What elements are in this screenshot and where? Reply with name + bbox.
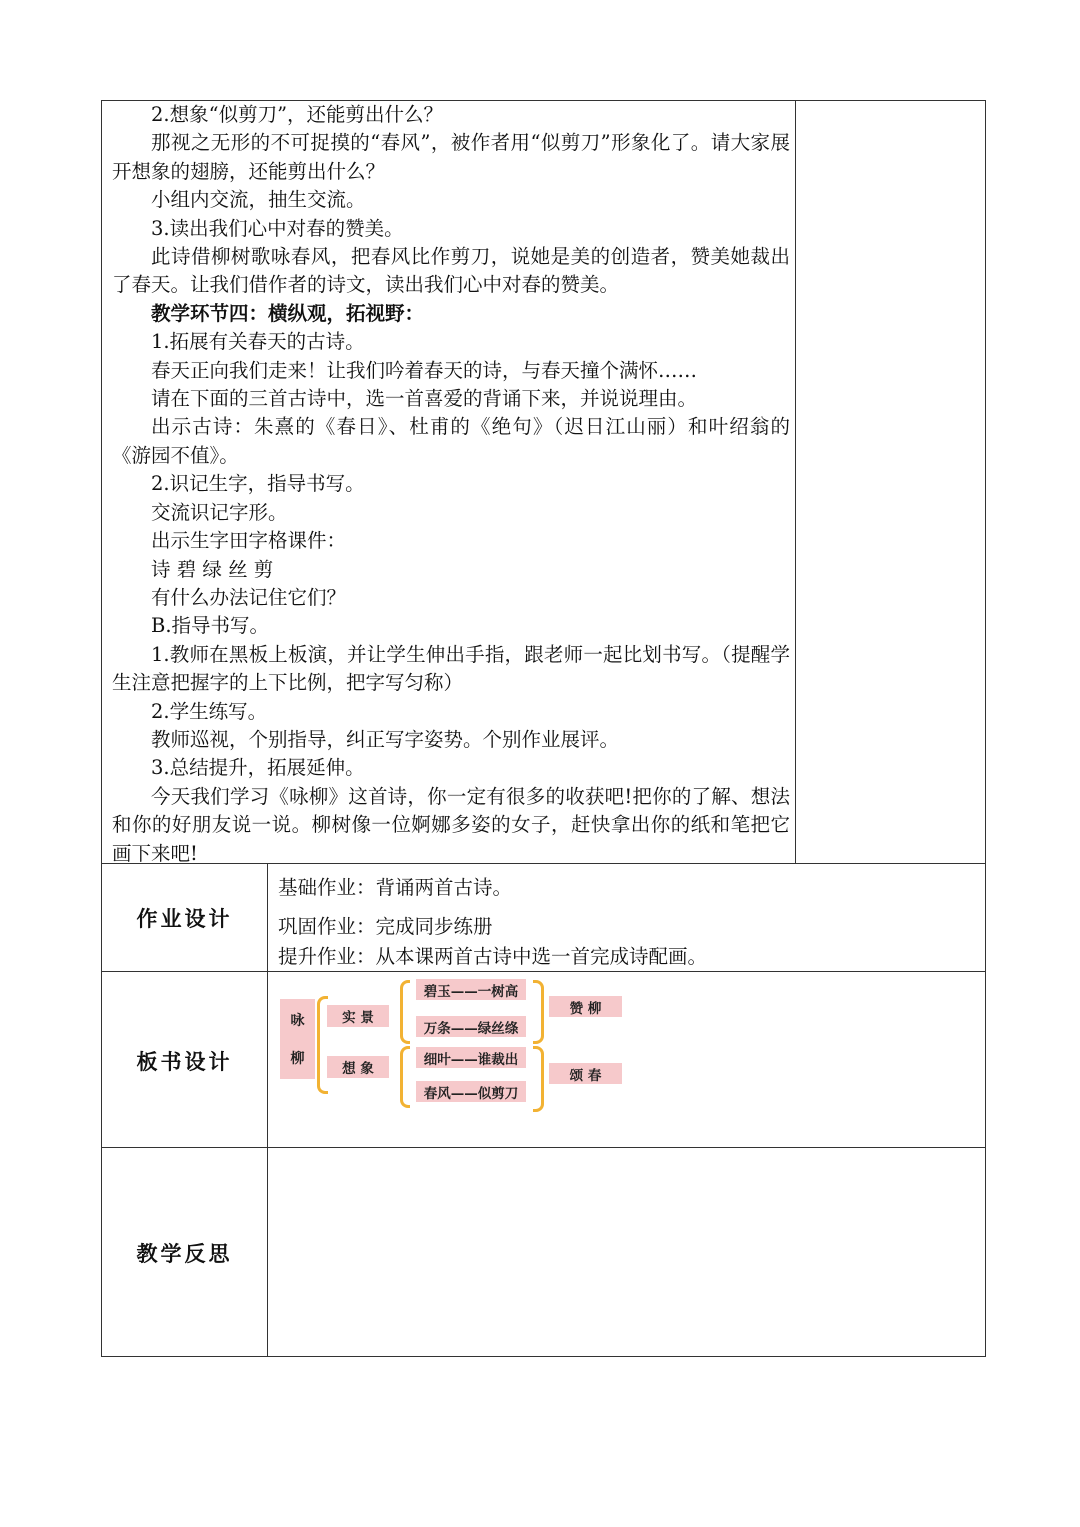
branch-imagination: 想 象: [327, 1056, 389, 1078]
leaf-1: 碧玉——一树高: [416, 979, 526, 1000]
lesson-paragraph: B.指导书写。: [151, 614, 270, 638]
board-title-pill: [280, 999, 315, 1079]
lesson-paragraph: 2.识记生字，指导书写。: [151, 472, 365, 496]
brace-right-2: [533, 1046, 544, 1112]
result-praise-spring: 颂 春: [549, 1063, 622, 1084]
lesson-paragraph: 有什么办法记住它们？: [151, 585, 347, 609]
lesson-paragraph: 3.总结提升，拓展延伸。: [151, 756, 365, 780]
board-label: 板书设计: [136, 1049, 233, 1074]
lesson-paragraph: 交流识记字形。: [151, 500, 288, 524]
lesson-paragraph: 请在下面的三首古诗中，选一首喜爱的背诵下来，并说说理由。: [151, 387, 698, 411]
lesson-paragraph: 教学环节四：横纵观，拓视野：: [151, 301, 425, 325]
result-praise-willow: 赞 柳: [549, 996, 622, 1017]
lesson-paragraph: 教师巡视，个别指导，纠正写字姿势。个别作业展评。: [151, 727, 620, 751]
right-column-divider: [795, 100, 796, 863]
leaf-3: 细叶——谁裁出: [416, 1047, 526, 1068]
brace-imagination: [400, 1046, 410, 1108]
homework-advanced: 提升作业：从本课两首古诗中选一首完成诗配画。: [278, 945, 708, 968]
leaf-4: 春风——似剪刀: [416, 1081, 526, 1102]
homework-label: 作业设计: [136, 906, 233, 931]
lesson-paragraph: 小组内交流，抽生交流。: [151, 188, 366, 212]
lesson-paragraph: 2.学生练写。: [151, 699, 268, 723]
lesson-content: [112, 101, 790, 868]
lesson-paragraph: 诗 碧 绿 丝 剪: [151, 557, 274, 581]
lesson-paragraph: 此诗借柳树歌咏春风，把春风比作剪刀，说她是美的创造者，赞美她裁出了春天。让我们借作者的诗文，读出我们心中对春的赞美。: [112, 245, 790, 297]
row-divider-3: [101, 1147, 986, 1148]
reflection-label: 教学反思: [136, 1241, 233, 1266]
lesson-paragraph: 春天正向我们走来！让我们吟着春天的诗，与春天撞个满怀……: [151, 358, 698, 382]
row-divider-2: [101, 971, 986, 972]
lesson-paragraph: 1.教师在黑板上板演，并让学生伸出手指，跟老师一起比划书写。（提醒学生注意把握字的上下比例，把字写匀称）: [112, 642, 790, 695]
lesson-paragraph: 今天我们学习《咏柳》这首诗，你一定有很多的收获吧!把你的了解、想法和你的好朋友说一说。柳树像一位婀娜多姿的女子，赶快拿出你的纸和笔把它画下来吧!: [112, 784, 790, 865]
brace-right-1: [533, 980, 544, 1044]
lesson-paragraph: 3.读出我们心中对春的赞美。: [151, 216, 404, 240]
lesson-paragraph: 2.想象“似剪刀”，还能剪出什么？: [151, 103, 444, 126]
brace-real-scene: [400, 980, 410, 1044]
lesson-paragraph: 出示生字田字格课件：: [151, 529, 347, 553]
branch-real-scene: 实 景: [327, 1005, 389, 1027]
board-title-top: 咏: [290, 1013, 305, 1029]
board-title-bottom: 柳: [290, 1051, 305, 1067]
label-column-divider: [267, 863, 268, 1357]
lesson-paragraph: 出示古诗：朱熹的《春日》、杜甫的《绝句》（迟日江山丽）和叶绍翁的《游园不值》。: [112, 415, 790, 467]
leaf-2: 万条——绿丝绦: [416, 1016, 526, 1037]
lesson-paragraph: 1.拓展有关春天的古诗。: [151, 330, 365, 354]
lesson-paragraph: 那视之无形的不可捉摸的“春风”，被作者用“似剪刀”形象化了。请大家展开想象的翅膀，还能剪出什么？: [112, 131, 790, 183]
homework-basic: 基础作业：背诵两首古诗。: [278, 876, 513, 899]
homework-consolidate: 巩固作业：完成同步练册: [278, 915, 493, 938]
